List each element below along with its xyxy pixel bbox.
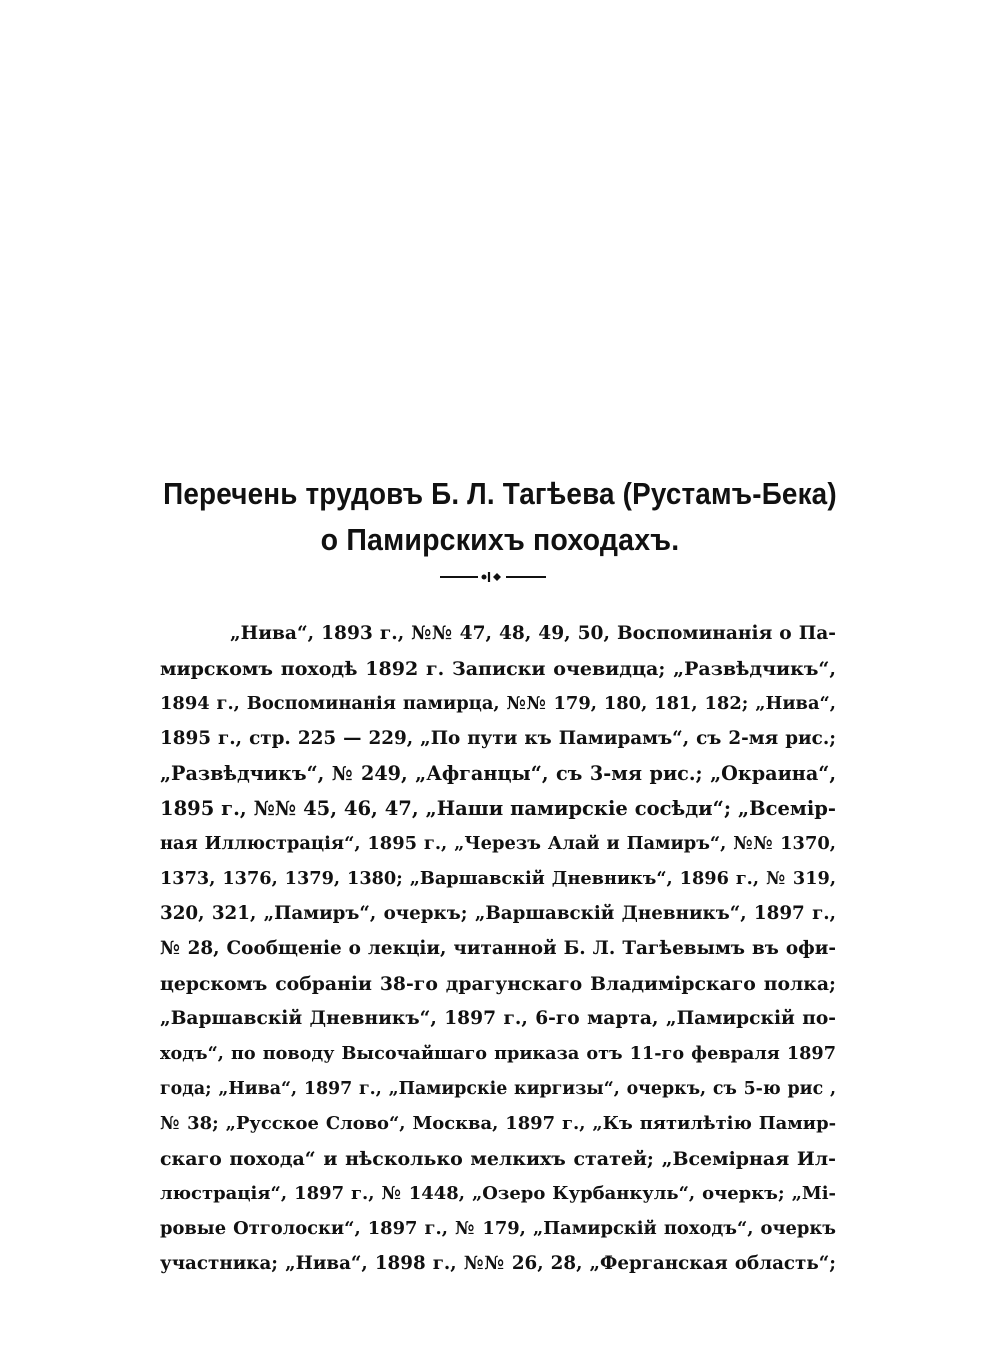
text-line: 1894 г., Воспоминанія памирца, №№ 179, 180, 181, 182; „Нива“, bbox=[160, 693, 836, 714]
text-line: участника; „Нива“, 1898 г., №№ 26, 28, „Ферганская область“; bbox=[160, 1253, 836, 1274]
text-line: люстрація“, 1897 г., № 1448, „Озеро Курбанкуль“, очеркъ; „Мі- bbox=[160, 1183, 836, 1204]
page-title-line-2: о Памирскихъ походахъ. bbox=[320, 522, 680, 557]
text-line: года; „Нива“, 1897 г., „Памирскіе киргизы“, очеркъ, съ 5-ю рис , bbox=[160, 1079, 836, 1099]
text-line: № 28, Сообщеніе о лекціи, читанной Б. Л. Тагѣевымъ въ офи- bbox=[160, 938, 836, 959]
text-line: 1895 г., №№ 45, 46, 47, „Наши памирскіе сосѣди“; „Всемір- bbox=[160, 797, 836, 820]
text-line: „Развѣдчикъ“, № 249, „Афганцы“, съ 3-мя рис.; „Окраина“, bbox=[160, 762, 836, 785]
page-title-line-1: Перечень трудовъ Б. Л. Тагѣева (Рустамъ-Бека) bbox=[163, 478, 837, 511]
text-line: мирскомъ походѣ 1892 г. Записки очевидца; „Развѣдчикъ“, bbox=[160, 658, 836, 680]
text-line: ная Иллюстрація“, 1895 г., „Черезъ Алай и Памиръ“, №№ 1370, bbox=[160, 833, 836, 854]
text-line: церскомъ собраніи 38-го драгунскаго Владимірскаго полка; bbox=[160, 973, 836, 995]
text-line: № 38; „Русское Слово“, Москва, 1897 г., „Къ пятилѣтію Памир- bbox=[160, 1113, 836, 1134]
text-line: 320, 321, „Памиръ“, очеркъ; „Варшавскій Дневникъ“, 1897 г., bbox=[160, 903, 836, 924]
ornament-divider bbox=[440, 568, 546, 586]
text-line: „Варшавскій Дневникъ“, 1897 г., 6-го марта, „Памирскій по- bbox=[160, 1008, 836, 1029]
text-line: 1373, 1376, 1379, 1380; „Варшавскій Дневникъ“, 1896 г., № 319, bbox=[160, 868, 836, 889]
text-line: 1895 г., стр. 225 — 229, „По пути къ Памирамъ“, съ 2-мя рис.; bbox=[160, 728, 836, 749]
text-line: скаго похода“ и нѣсколько мелкихъ статей; „Всемірная Ил- bbox=[160, 1148, 836, 1170]
text-line: ровые Отголоски“, 1897 г., № 179, „Памирскій походъ“, очеркъ bbox=[160, 1218, 836, 1239]
text-line: ходъ“, по поводу Высочайшаго приказа отъ 11-го февраля 1897 bbox=[160, 1043, 836, 1064]
text-line: „Нива“, 1893 г., №№ 47, 48, 49, 50, Воспоминанія о Па- bbox=[230, 623, 836, 644]
